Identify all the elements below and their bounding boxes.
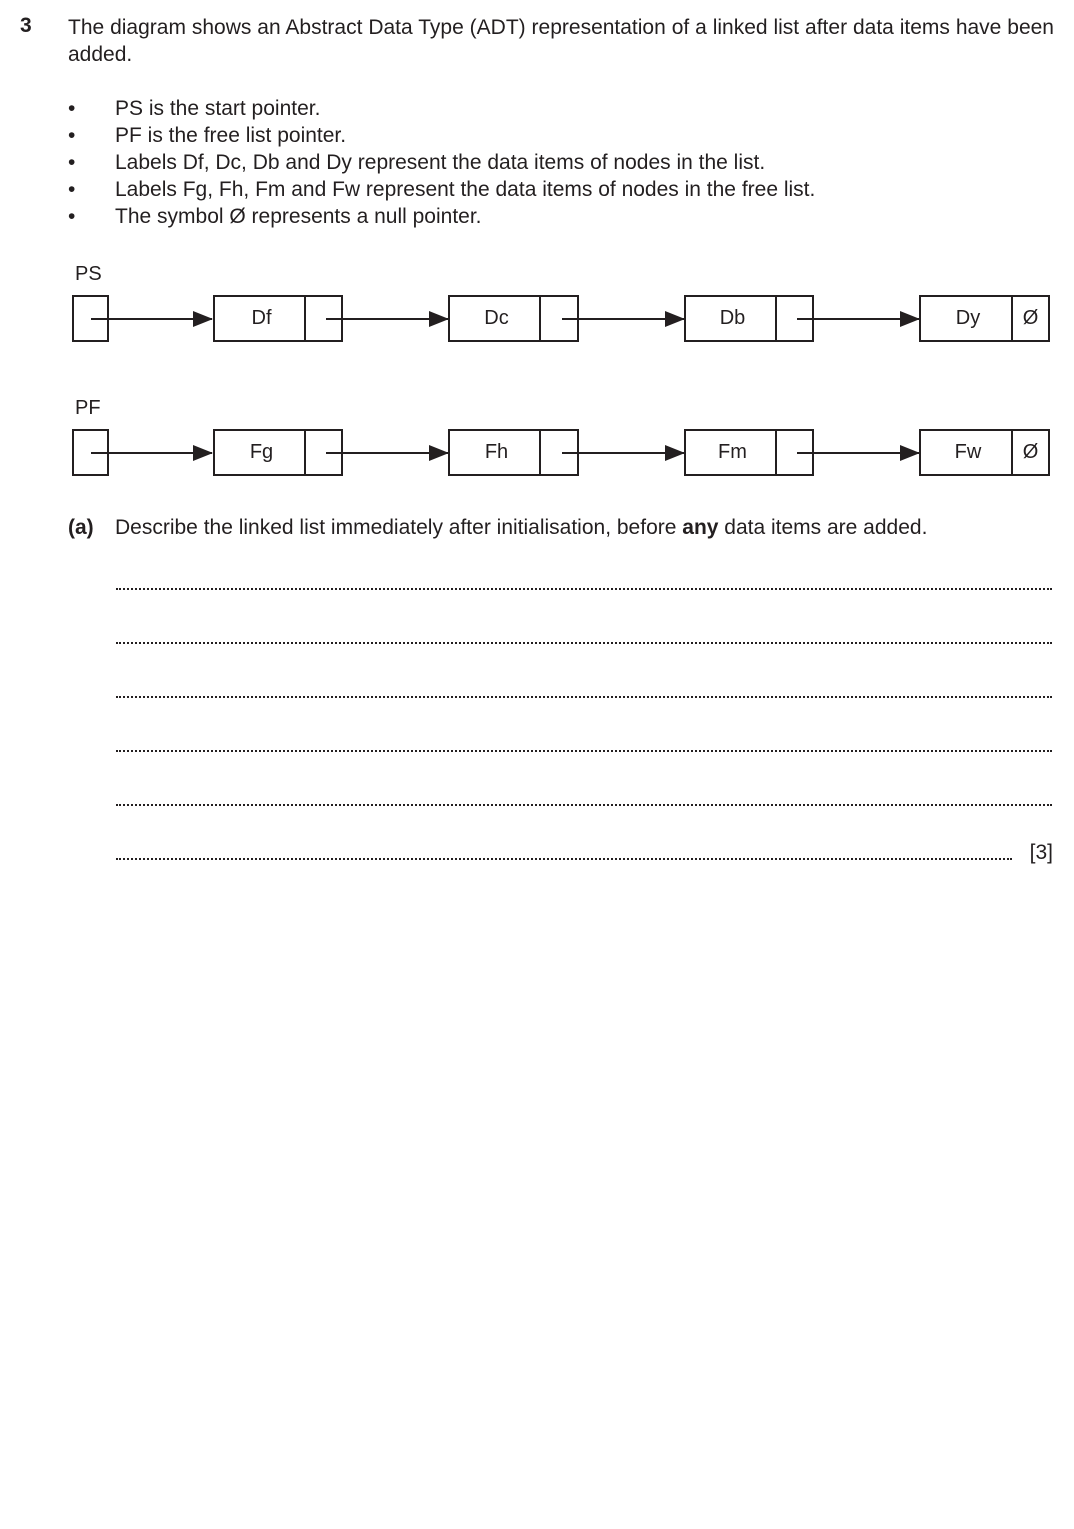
list-node — [448, 295, 579, 342]
bullet-icon: • — [68, 151, 76, 174]
node-data: Fg — [249, 441, 274, 463]
list-node — [213, 295, 343, 342]
answer-line[interactable] — [116, 588, 1052, 590]
bullet-icon: • — [68, 205, 76, 228]
arrow-icon — [326, 318, 448, 320]
part-a-question: (a) Describe the linked list immediately after initialisation, before any data items are added. — [68, 516, 928, 539]
arrow-icon — [326, 452, 448, 454]
bullet-list — [68, 95, 815, 230]
answer-line[interactable] — [116, 750, 1052, 752]
arrow-icon — [797, 452, 919, 454]
answer-line[interactable] — [116, 804, 1052, 806]
list-node — [684, 429, 814, 476]
question-number: 3 — [20, 14, 32, 37]
arrow-icon — [91, 452, 212, 454]
arrow-icon — [91, 318, 212, 320]
list-node — [919, 295, 1050, 342]
bullet-item: • Labels Fg, Fh, Fm and Fw represent the data items of nodes in the free list. — [68, 178, 816, 201]
part-label: (a) — [68, 516, 94, 539]
arrow-icon — [562, 452, 684, 454]
bullet-item: • The symbol Ø represents a null pointer. — [68, 205, 482, 228]
answer-line[interactable] — [116, 642, 1052, 644]
null-pointer-icon: Ø — [1011, 431, 1048, 474]
arrow-icon — [797, 318, 919, 320]
node-data: Db — [719, 307, 746, 329]
node-data: Fh — [484, 441, 509, 463]
answer-line[interactable] — [116, 696, 1052, 698]
bullet-item: • Labels Df, Dc, Db and Dy represent the data items of nodes in the list. — [68, 151, 766, 174]
node-data: Dy — [955, 307, 981, 329]
bullet-item: • PS is the start pointer. — [68, 97, 321, 120]
bullet-icon: • — [68, 178, 76, 201]
arrow-icon — [562, 318, 684, 320]
node-data: Fm — [718, 441, 747, 463]
list-node — [213, 429, 343, 476]
list-node — [448, 429, 579, 476]
node-data: Fw — [954, 441, 982, 463]
start-pointer-label: PS — [75, 263, 102, 285]
bullet-item: • PF is the free list pointer. — [68, 124, 347, 147]
node-data: Dc — [484, 307, 509, 329]
null-pointer-icon: Ø — [1011, 297, 1048, 340]
bullet-icon: • — [68, 124, 76, 147]
bullet-icon: • — [68, 97, 76, 120]
answer-line[interactable] — [116, 858, 1012, 860]
marks-label: [3] — [1029, 841, 1053, 864]
list-node — [919, 429, 1050, 476]
list-node — [684, 295, 814, 342]
free-pointer-label: PF — [75, 397, 101, 419]
question-intro: The diagram shows an Abstract Data Type (ADT) representation of a linked list after data items have been added. — [68, 16, 1054, 66]
node-data: Df — [251, 307, 272, 329]
